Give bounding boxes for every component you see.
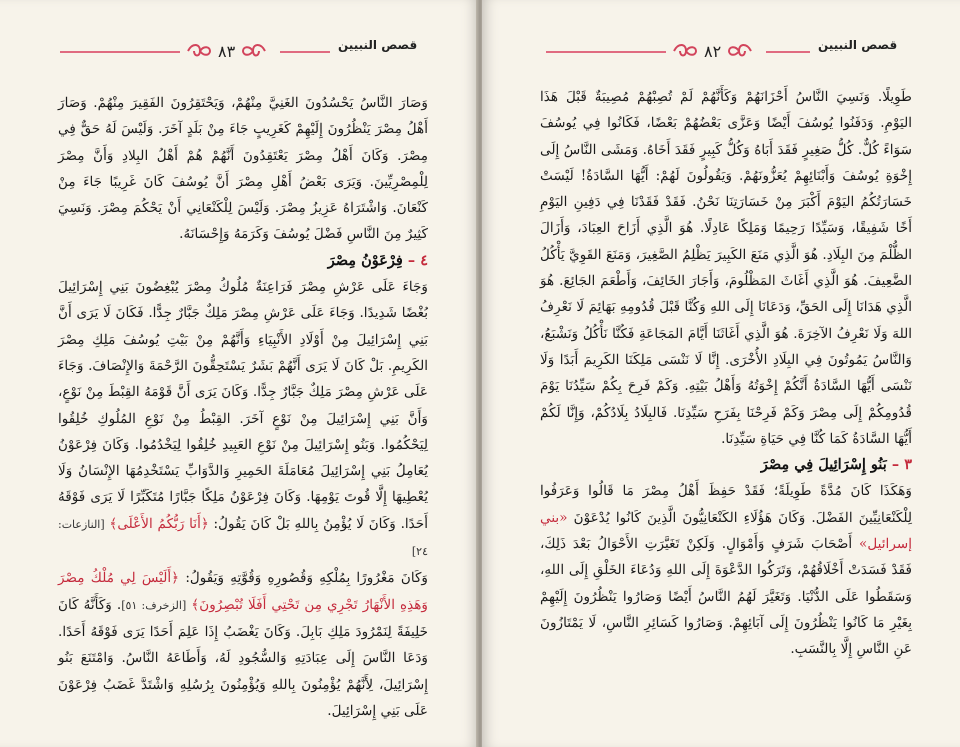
- paragraph-text: وَجَاءَ عَلَى عَرْشِ مِصْرَ فَرَاعِنَةٌ مُلُوكُ مِصْرَ يُبْغِضُونَ بَنِي إِسْرَائِيلَ بُغْضًا شَدِيدًا. وَجَاءَ عَلَى عَرْشِ مِصْرَ مَلِكٌ جَبَّارٌ جِدًّا. فَكَانَ لَا يَرَى أَنَّ بَنِي إِسْرَائِيلَ مِنْ أَوْلَادِ الأَنْبِيَاءِ وَأَنَّهُمْ مِنْ بَيْتِ يُوسُفَ مَلِكِ مِصْرَ الكَرِيمِ. بَلْ كَانَ لَا يَرَى أَنَّهُمْ بَشَرٌ يَسْتَحِقُّونَ الرَّحْمَةَ وَالإِنْصَافَ. وَجَاءَ عَلَى عَرْشِ مِصْرَ مَلِكٌ جَبَّارٌ جِدًّا. وَكَانَ يَرَى أَنَّ قَوْمَهُ القِبْطَ مِنْ نَوْعٍ، وَأَنَّ بَنِي إِسْرَائِيلَ مِنْ نَوْعٍ آخَرَ. القِبْطُ مِنْ نَوْعِ المُلُوكِ خُلِقُوا لِيَحْكُمُوا. وَبَنُو إِسْرَائِيلَ مِنْ نَوْعِ العَبِيدِ خُلِقُوا لِيَخْدُمُوا. وَكَانَ فِرْعَوْنُ يُعَامِلُ بَنِي إِسْرَائِيلَ مُعَامَلَةَ الحَمِيرِ وَالدَّوَابِّ يَسْتَخْدِمُهَا الإِنْسَانُ وَلَا يُعْطِيهَا إِلَّا قُوتَ يَوْمِهَا. وَكَانَ فِرْعَوْنُ مَلِكًا جَبَّارًا مُتَكَبِّرًا لَا يَرَى فَوْقَهُ أَحَدًا. وَكَانَ لَا يُؤْمِنُ بِاللهِ بَلْ كَانَ يَقُولُ:: [58, 279, 428, 532]
- flourish-icon: [241, 41, 267, 61]
- verse-reference: [النازعات: ٢٤]: [58, 517, 428, 559]
- paragraph-text: أَصْحَابَ شَرَفٍ وَأَمْوَالٍ. وَلَكِنْ تَغَيَّرَتِ الأَحْوَالُ بَعْدَ ذَلِكَ، فَقَدْ فَسَدَتْ أَخْلَاقُهُمْ، وَتَرَكُوا الدَّعْوَةَ إِلَى اللهِ وَدُعَاءَ الخَلْقِ إِلَى اللهِ، وَسَقَطُوا عَلَى الدُّنْيَا. وَتَغَيَّرَ لَهُمُ النَّاسُ أَيْضًا وَصَارُوا يَنْظُرُونَ إِلَيْهِمْ بِغَيْرِ مَا كَانُوا يَنْظُرُونَ إِلَى آبَائِهِمْ. وَصَارُوا كَسَائِرِ النَّاسِ، لَا يَمْتَازُونَ عَنِ النَّاسِ إِلَّا بِالنَّسَبِ.: [540, 536, 912, 658]
- paragraph: [58, 90, 428, 248]
- section-number: ٣ –: [891, 456, 912, 474]
- quoted-name: «بني إسرائيل»: [540, 509, 912, 553]
- paragraph: [540, 84, 912, 452]
- book-title: قصص النبيين: [338, 38, 418, 52]
- paragraph: [58, 274, 428, 565]
- flourish-icon: [186, 41, 212, 61]
- section-heading: [58, 248, 428, 274]
- right-page-body: [540, 84, 912, 663]
- paragraph: [58, 565, 428, 724]
- left-page: [0, 0, 478, 747]
- flourish-icon: [672, 41, 698, 61]
- quran-verse: ﴿أَنَا رَبُّكُمُ الأَعْلَى﴾: [109, 515, 209, 532]
- paragraph-text: وَكَانَ مَغْرُورًا بِمُلْكِهِ وَقُصُورِهِ وَقُوَّتِهِ وَيَقُولُ:: [185, 570, 428, 587]
- section-number: ٤ –: [407, 251, 428, 269]
- paragraph-text: . وَكَأَنَّهُ كَانَ خَلِيفَةً لِنَمْرُودَ مَلِكِ بَابِلَ. وَكَانَ يَغْضَبُ إِذَا عَلِمَ أَحَدًا يَرَى فَوْقَهُ أَحَدًا. وَدَعَا النَّاسَ إِلَى عِبَادَتِهِ وَالسُّجُودِ لَهُ، وَأَطَاعَهُ النَّاسُ. وَامْتَنَعَ بَنُو إِسْرَائِيلَ، لِأَنَّهُمْ يُؤْمِنُونَ بِاللهِ وَيُؤْمِنُونَ بِرُسُلِهِ وَاشْتَدَّ غَضَبُ فِرْعَوْنَ عَلَى بَنِي إِسْرَائِيلَ.: [58, 596, 428, 719]
- flourish-icon: [727, 41, 753, 61]
- paragraph-text: وَصَارَ النَّاسُ يَحْسُدُونَ الغَنِيَّ مِنْهُمْ، وَيَحْتَقِرُونَ الفَقِيرَ مِنْهُمْ. وَصَارَ أَهْلُ مِصْرَ يَنْظُرُونَ إِلَيْهِمْ كَغَرِيبٍ جَاءَ مِنْ بَلَدٍ آخَرَ. وَلَيْسَ لَهُ حَقٌّ فِي مِصْرَ. وَكَانَ أَهْلُ مِصْرَ يَعْتَقِدُونَ أَنَّهُمْ هُمْ أَهْلُ البِلادِ وَأَنَّ مِصْرَ لِلْمِصْرِيِّينَ. وَيَرَى بَعْضُ أَهْلِ مِصْرَ أَنَّ يُوسُفَ كَانَ غَرِيبًا جَاءَ مِنْ كَنْعَانَ. وَاشْتَرَاهُ عَزِيزُ مِصْرَ. وَلَيْسَ لِلْكَنْعَانِي أَنْ يَحْكُمَ مِصْرَ. وَنَسِيَ كَثِيرٌ مِنَ النَّاسِ فَضْلَ يُوسُفَ وَكَرَمَهُ وَإِحْسَانَهُ.: [58, 95, 428, 243]
- right-page: [482, 0, 960, 747]
- page-number: ٨٢: [704, 41, 722, 61]
- page-number-ornament: [672, 38, 753, 64]
- verse-reference: [الزخرف: ٥١]: [121, 598, 187, 612]
- quran-verse: ﴿أَلَيْسَ لِي مُلْكُ مِصْرَ وَهَذِهِ الأَنْهَارُ تَجْرِي مِن تَحْتِي أَفَلَا تُبْصِرُونَ﴾: [58, 570, 428, 613]
- book-title: قصص النبيين: [818, 38, 898, 52]
- section-title: فِرْعَوْنُ مِصْرَ: [327, 251, 403, 269]
- section-heading: [540, 452, 912, 478]
- header-rule: [280, 51, 330, 53]
- header-rule: [766, 51, 810, 53]
- left-page-body: [58, 90, 428, 724]
- paragraph-text: وَهَكَذَا كَانَ مُدَّةً طَوِيلَةً؛ فَقَدْ حَفِظَ أَهْلُ مِصْرَ مَا قَالُوا وَعَرَفُوا لِلْكَنْعَانِيِّينَ الفَضْلَ. وَكَانَ هَؤُلَاءِ الكَنْعَانِيُّونَ الَّذِينَ كَانُوا يُدْعَوْنَ: [540, 483, 913, 526]
- page-number-ornament: [186, 38, 267, 64]
- paragraph: [540, 478, 912, 662]
- paragraph-text: طَوِيلًا. وَنَسِيَ النَّاسُ أَحْزَانَهُمْ وَكَأَنَّهُمْ لَمْ تُصِبْهُمْ مُصِيبَةٌ قَبْلَ هَذَا اليَوْمِ. وَدَفَنُوا يُوسُفَ أَيْضًا وَعَزَّى بَعْضُهُمْ بَعْضًا، فَكَانُوا فِي يُوسُفَ سَوَاءً كُلٌّ. كُلُّ صَغِيرٍ فَقَدَ أَبَاهُ وَكُلُّ كَبِيرٍ فَقَدَ أَخَاهُ. وَمَشَى النَّاسُ إِلَى إِخْوَةِ يُوسُفَ وَأَبْنَائِهِمْ يُعَزُّونَهُمْ. وَيَقُولُونَ لَهُمْ: أَيُّهَا السَّادَةُ! لَيْسَتْ خَسَارَتُكُمُ اليَوْمَ أَكْبَرَ مِنْ خَسَارَتِنَا نَحْنُ. فَقَدْ فَقَدْنَا فِي دَفِينِ اليَوْمِ أَخًا شَفِيقًا، وَسَيِّدًا رَحِيمًا وَمَلِكًا عَادِلًا. هُوَ الَّذِي أَزَاحَ العِبَادَ، وَأَزَالَ الظُّلْمَ مِنَ البِلَادِ. هُوَ الَّذِي مَنَعَ الكَبِيرَ يَظْلِمُ الصَّغِيرَ، وَمَنَعَ القَوِيَّ يَأْكُلُ الضَّعِيفَ. هُوَ الَّذِي أَغَاثَ المَظْلُومَ، وَأَجَارَ الخَائِفَ، وَأَطْعَمَ الجَائِعَ. هُوَ الَّذِي هَدَانَا إِلَى الحَقِّ، وَدَعَانَا إِلَى اللهِ وَكُنَّا قَبْلَ قُدُومِهِ بَهَائِمَ لَا نَعْرِفُ اللهَ وَلَا نَعْرِفُ الآخِرَةَ. هُوَ الَّذِي أَغَاثَنَا أَيَّامَ المَجَاعَةِ فَكُنَّا نَأْكُلُ وَنَشْبَعُ، وَالنَّاسُ يَمُوتُونَ فِي البِلَادِ الأُخْرَى. إِنَّا لَا نَنْسَى مَلِكَنَا الكَرِيمَ أَبَدًا وَلَا نَنْسَى أَيُّهَا السَّادَةُ أَنَّكُمْ إِخْوَتُهُ وَأَهْلُ بَيْتِهِ. وَكَمْ فَرِحَ بِكُمْ سَيِّدُنَا يَوْمَ قُدُومِكُمْ إِلَى مِصْرَ وَكَمْ فَرِحْنَا بِفَرَحِ سَيِّدِنَا. فَالبِلَادُ بِلَادُكُمْ، وَإِنَّا لَكُمْ أَيُّهَا السَّادَةُ كَمَا كُنَّا فِي حَيَاةِ سَيِّدِنَا.: [540, 89, 912, 447]
- left-page-header: [60, 36, 420, 64]
- section-title: بَنُو إِسْرَائِيلَ فِي مِصْرَ: [760, 456, 887, 474]
- right-page-header: [546, 36, 906, 64]
- page-number: ٨٣: [218, 41, 236, 61]
- header-rule: [60, 51, 180, 53]
- header-rule: [546, 51, 666, 53]
